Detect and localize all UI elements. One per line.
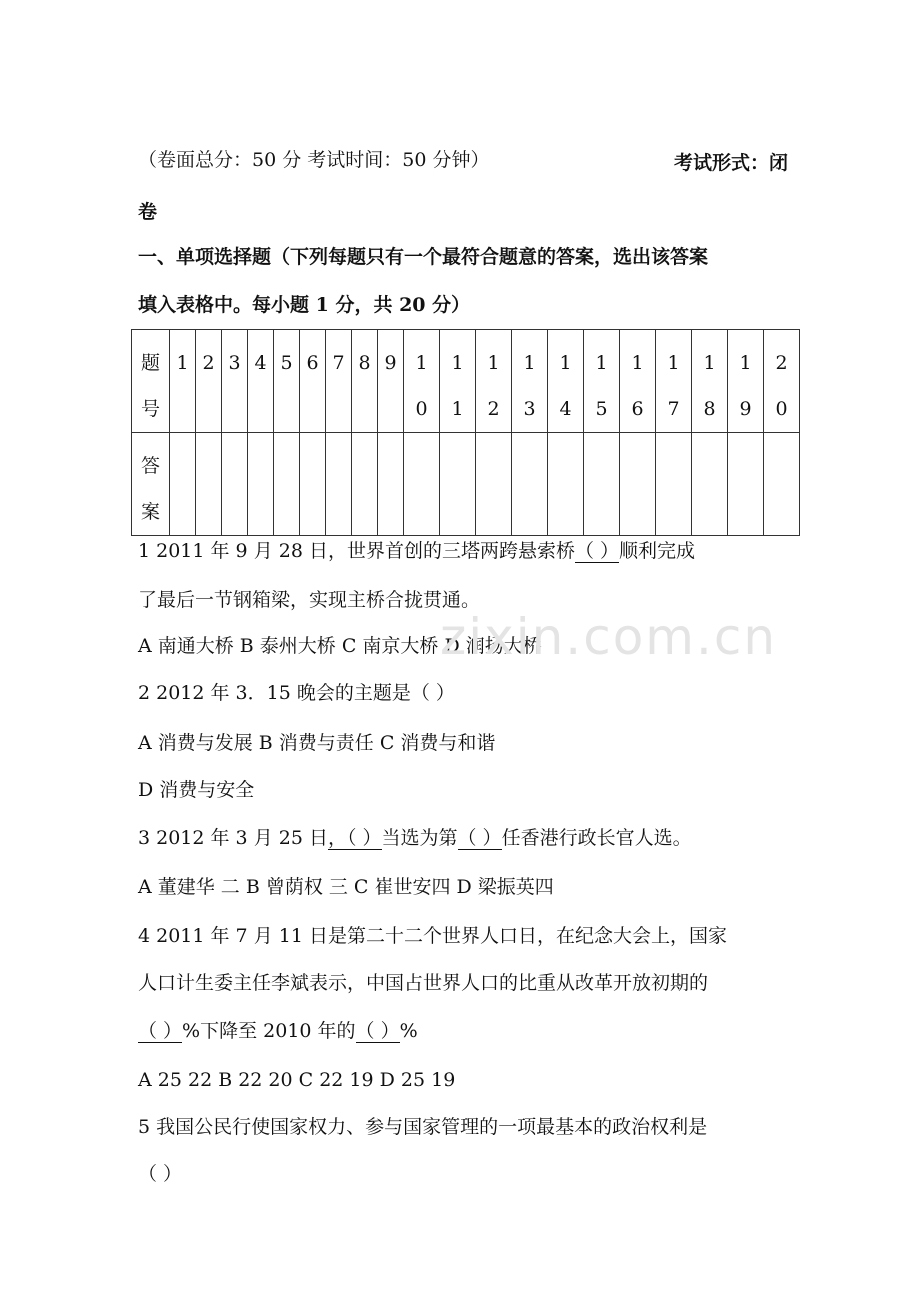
answer-cell[interactable]: [440, 433, 476, 536]
answer-cell[interactable]: [248, 433, 274, 536]
answer-cell[interactable]: [300, 433, 326, 536]
question-number-cell: 1 9: [728, 330, 764, 433]
section-title-line2: 填入表格中。每小题 1 分，共 20 分）: [138, 294, 471, 316]
answer-cell[interactable]: [170, 433, 196, 536]
answer-cell[interactable]: [728, 433, 764, 536]
answer-cell[interactable]: [764, 433, 800, 536]
question-number-cell: 1 4: [548, 330, 584, 433]
question-number-cell: 1 7: [656, 330, 692, 433]
question-number-cell: 9: [378, 330, 404, 433]
question-4-blank-2[interactable]: （ ）: [355, 1020, 400, 1042]
row-label-question-number: 题 号: [132, 330, 170, 433]
question-number-cell: 1 5: [584, 330, 620, 433]
question-1-blank[interactable]: （ ）: [574, 540, 619, 562]
question-number-cell: 1 1: [440, 330, 476, 433]
question-2: 2 2012 年 3．15 晚会的主题是（ ）: [138, 682, 455, 704]
answer-cell[interactable]: [196, 433, 222, 536]
question-number-cell: 2 0: [764, 330, 800, 433]
question-number-cell: 8: [352, 330, 378, 433]
question-5-line1: 5 我国公民行使国家权力、参与国家管理的一项最基本的政治权利是: [138, 1116, 708, 1138]
question-3-blank-1[interactable]: ，（ ）: [327, 827, 382, 849]
answer-cell[interactable]: [352, 433, 378, 536]
answer-cell[interactable]: [378, 433, 404, 536]
section-title-line1: 一、单项选择题（下列每题只有一个最符合题意的答案，选出该答案: [138, 246, 709, 268]
answer-cell[interactable]: [548, 433, 584, 536]
header-exam-form-wrap: 卷: [138, 201, 158, 223]
answer-table: [131, 329, 800, 536]
question-2-options-1: A 消费与发展 B 消费与责任 C 消费与和谐: [138, 732, 496, 754]
question-number-cell: 1 2: [476, 330, 512, 433]
question-1-line2: 了最后一节钢箱梁，实现主桥合拢贯通。: [138, 589, 481, 611]
header-exam-form: 考试形式：闭: [673, 152, 788, 174]
question-number-cell: 1 3: [512, 330, 548, 433]
answer-cell[interactable]: [512, 433, 548, 536]
answer-cell[interactable]: [656, 433, 692, 536]
table-row-numbers: [132, 330, 800, 433]
answer-cell[interactable]: [404, 433, 440, 536]
question-4-line3: （ ）%下降至 2010 年的（ ）%: [138, 1020, 418, 1042]
question-1-line1: 1 2011 年 9 月 28 日，世界首创的三塔两跨悬索桥（ ）顺利完成: [138, 540, 696, 562]
question-number-cell: 6: [300, 330, 326, 433]
question-1-options: A 南通大桥 B 泰州大桥 C 南京大桥 D 润扬大桥: [138, 635, 542, 657]
question-3-options: A 董建华 二 B 曾荫权 三 C 崔世安四 D 梁振英四: [138, 876, 554, 898]
answer-cell[interactable]: [584, 433, 620, 536]
question-number-cell: 1 0: [404, 330, 440, 433]
question-4-line2: 人口计生委主任李斌表示，中国占世界人口的比重从改革开放初期的: [138, 972, 709, 994]
answer-cell[interactable]: [692, 433, 728, 536]
table-row-answers: [132, 433, 800, 536]
question-3: 3 2012 年 3 月 25 日，（ ）当选为第（ ）任香港行政长官人选。: [138, 827, 692, 849]
header-score-time: （卷面总分：50 分 考试时间：50 分钟）: [138, 149, 490, 171]
question-number-cell: 1 8: [692, 330, 728, 433]
question-5-line2: （ ）: [138, 1163, 183, 1185]
question-4-blank-1[interactable]: （ ）: [138, 1020, 183, 1042]
question-2-options-2: D 消费与安全: [138, 779, 255, 801]
question-number-cell: 3: [222, 330, 248, 433]
answer-cell[interactable]: [274, 433, 300, 536]
question-3-blank-2[interactable]: （ ）: [457, 827, 502, 849]
answer-cell[interactable]: [476, 433, 512, 536]
question-4-line1: 4 2011 年 7 月 11 日是第二十二个世界人口日，在纪念大会上，国家: [138, 925, 727, 947]
watermark: zixin.com.cn: [440, 608, 778, 666]
answer-cell[interactable]: [326, 433, 352, 536]
question-number-cell: 2: [196, 330, 222, 433]
question-4-options: A 25 22 B 22 20 C 22 19 D 25 19: [138, 1069, 456, 1091]
question-number-cell: 7: [326, 330, 352, 433]
question-number-cell: 4: [248, 330, 274, 433]
answer-cell[interactable]: [620, 433, 656, 536]
row-label-answer: 答 案: [132, 433, 170, 536]
question-number-cell: 5: [274, 330, 300, 433]
question-number-cell: 1: [170, 330, 196, 433]
question-number-cell: 1 6: [620, 330, 656, 433]
answer-cell[interactable]: [222, 433, 248, 536]
